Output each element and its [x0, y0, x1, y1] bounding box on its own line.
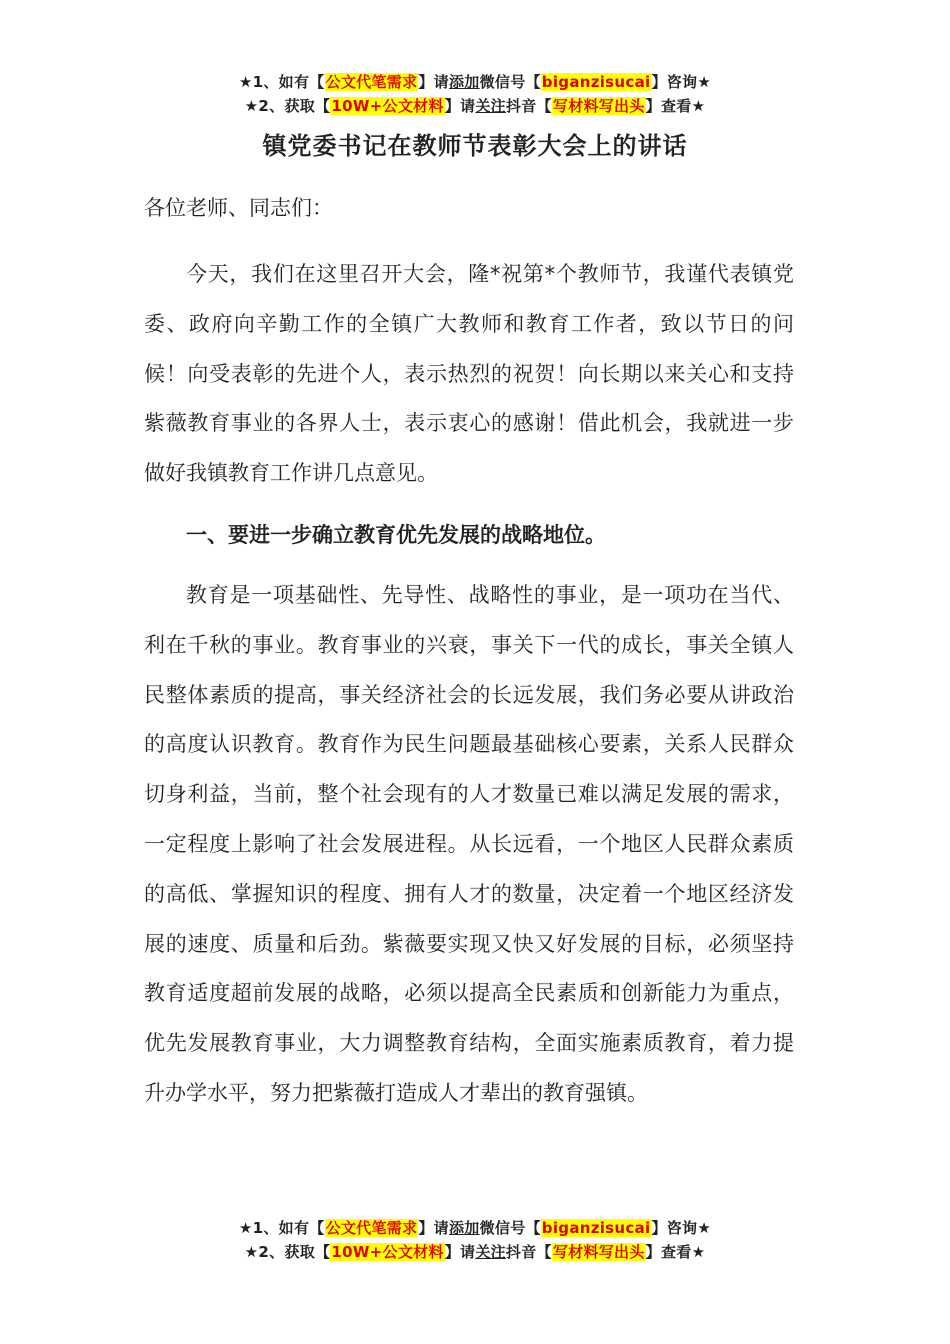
promo-text: 】查看★	[645, 97, 706, 115]
promo-text: 抖音【	[505, 97, 552, 115]
promo-text: 】咨询★	[651, 73, 712, 91]
promo-highlight: 10W+公文材料	[331, 97, 444, 115]
promo-text: 】请	[418, 1219, 449, 1237]
document-title: 镇党委书记在教师节表彰大会上的讲话	[262, 132, 688, 160]
promo-douyin-account: 写材料写出头	[552, 97, 645, 115]
promo-text: 】请	[418, 73, 449, 91]
promo-text: 】咨询★	[651, 1219, 712, 1237]
promo-wechat-id: biganzisucai	[541, 73, 651, 91]
promo-line-2	[0, 94, 950, 118]
promo-wechat-id: biganzisucai	[541, 1219, 651, 1237]
salutation: 各位老师、同志们：	[144, 196, 333, 220]
promo-text: 抖音【	[505, 1243, 552, 1261]
promo-text: 】查看★	[645, 1243, 706, 1261]
promo-text: 微信号【	[479, 73, 541, 91]
promo-text: 】请	[444, 97, 476, 115]
promo-highlight: 公文代笔需求	[325, 1219, 418, 1237]
promo-underlined: 关注	[475, 97, 506, 115]
promo-line-1	[0, 1216, 950, 1240]
promo-text: ★2、获取【	[244, 97, 331, 115]
section-heading-1: 一、要进一步确立教育优先发展的战略地位。	[186, 522, 606, 547]
promo-banner-bottom	[0, 1216, 950, 1264]
promo-underlined: 添加	[448, 1219, 480, 1237]
paragraph-opening: 今天，我们在这里召开大会，隆*祝第*个教师节，我谨代表镇党委、政府向辛勤工作的全镇广大教师和教育工作者，致以节日的问候！向受表彰的先进个人，表示热烈的祝贺！向长期以来关心和支持紫薇教育事业的各界人士，表示衷心的感谢！借此机会，我就进一步做好我镇教育工作讲几点意见。	[144, 262, 794, 486]
promo-text: ★2、获取【	[244, 1243, 331, 1261]
promo-banner-top	[0, 70, 950, 118]
promo-underlined: 添加	[448, 73, 480, 91]
promo-line-2	[0, 1240, 950, 1264]
promo-text: ★1、如有【	[238, 1219, 325, 1237]
promo-underlined: 关注	[475, 1243, 506, 1261]
promo-text: 微信号【	[479, 1219, 541, 1237]
promo-highlight: 公文代笔需求	[325, 73, 418, 91]
document-body	[144, 188, 794, 1133]
paragraph-section-1: 教育是一项基础性、先导性、战略性的事业，是一项功在当代、利在千秋的事业。教育事业的兴衰，事关下一代的成长，事关全镇人民整体素质的提高，事关经济社会的长远发展，我们务必要从讲政治的高度认识教育。教育作为民生问题最基础核心要素，关系人民群众切身利益，当前，整个社会现有的人才数量已难以满足发展的需求，一定程度上影响了社会发展进程。从长远看，一个地区人民群众素质的高低、掌握知识的程度、拥有人才的数量，决定着一个地区经济发展的速度、质量和后劲。紫薇要实现又快又好发展的目标，必须坚持教育适度超前发展的战略，必须以提高全民素质和创新能力为重点，优先发展教育事业，大力调整教育结构，全面实施素质教育，着力提升办学水平，努力把紫薇打造成人才辈出的教育强镇。	[144, 582, 794, 1105]
promo-text: 】请	[444, 1243, 476, 1261]
promo-highlight: 10W+公文材料	[331, 1243, 444, 1261]
promo-text: ★1、如有【	[238, 73, 325, 91]
promo-douyin-account: 写材料写出头	[552, 1243, 645, 1261]
promo-line-1	[0, 70, 950, 94]
